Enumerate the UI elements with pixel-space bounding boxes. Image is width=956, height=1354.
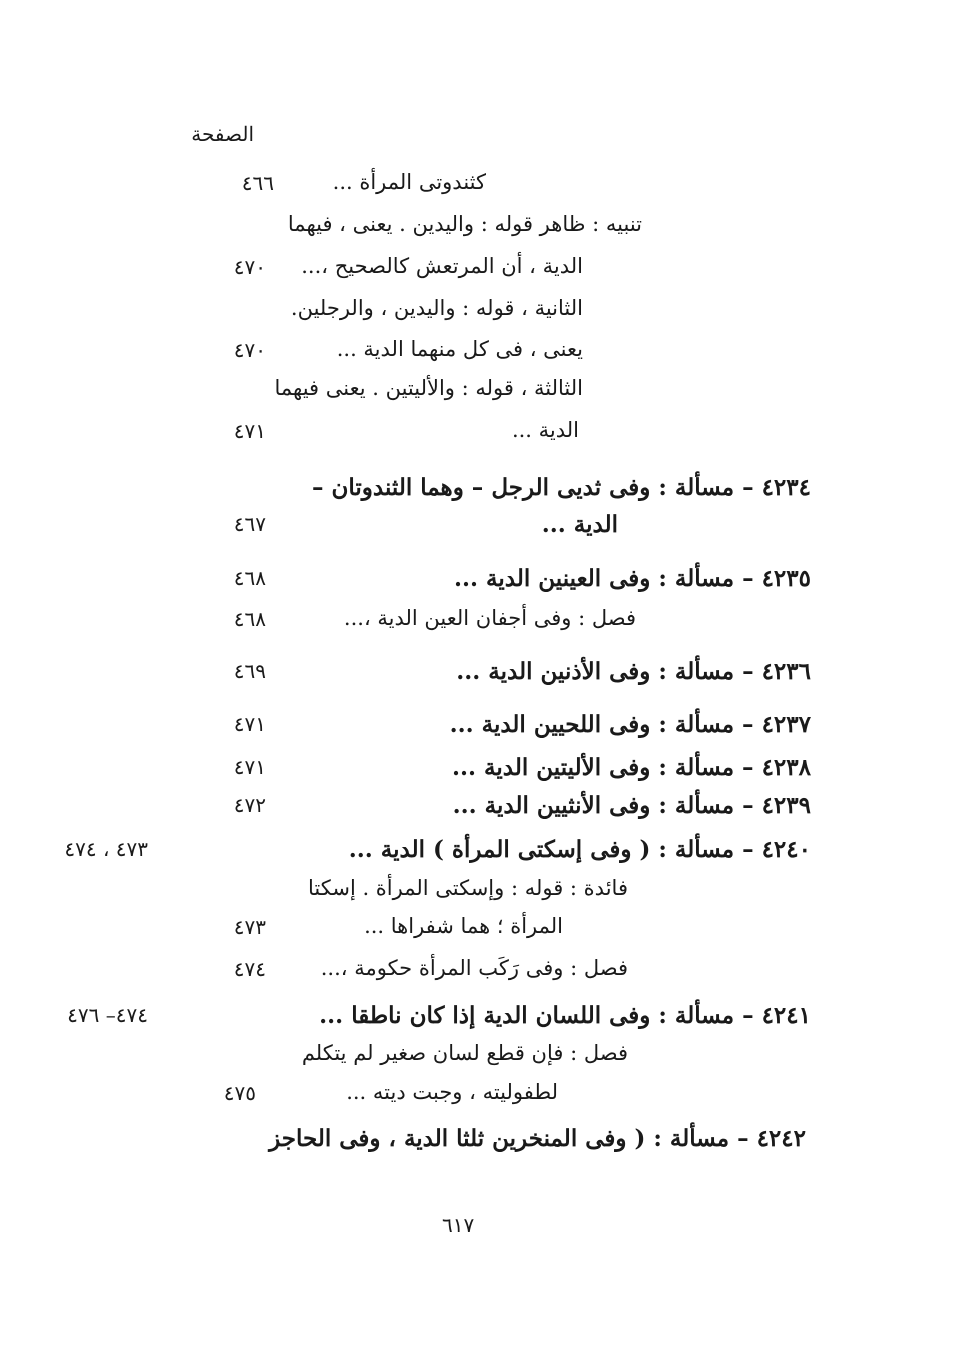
entry-page-number: ٤٦٧ (233, 512, 266, 536)
entry-page-number: ٤٧٤ (233, 957, 266, 981)
entry-text: الدية ... (541, 511, 618, 538)
entry-text: فصل : وفى أجفان العين الدية ،... (343, 606, 636, 630)
entry-text: ٤٢٤١ – مسألة : وفى اللسان الدية إذا كان ناطقا ... (319, 1002, 811, 1029)
entry-text: ٤٢٣٤ – مسألة : وفى ثديى الرجل – وهما الثندوتان – (311, 474, 811, 501)
entry-text: تنبيه : ظاهر قوله : واليدين . يعنى ، فيهما (287, 212, 642, 236)
entry-page-number: ٤٧٣ ، ٤٧٤ (64, 837, 148, 861)
entry-text: ٤٢٣٨ – مسألة : وفى الأليتين الدية ... (452, 754, 811, 781)
entry-text: يعنى ، فى كل منهما الدية ... (336, 337, 583, 361)
entry-page-number: ٤٧٠ (233, 338, 266, 362)
entry-page-number: ٤٧١ (233, 755, 266, 779)
page-number: ٦١٧ (442, 1213, 475, 1237)
entry-text: لطفوليته ، وجبت ديته ... (346, 1080, 558, 1104)
entry-text: ٤٢٤٠ – مسألة : ( وفى إسكتى المرأة ) الدية ... (348, 836, 811, 863)
entry-text: الدية ، أن المرتعش كالصحيح ،... (301, 254, 583, 278)
entry-text: ٤٢٣٦ – مسألة : وفى الأذنين الدية ... (456, 658, 811, 685)
entry-text: فصل : وفى رَكَب المرأة حكومة ،... (320, 956, 628, 980)
entry-text: المرأة ؛ هما شفراها ... (364, 914, 563, 938)
entry-page-number: ٤٧٢ (233, 793, 266, 817)
entry-page-number: ٤٧٣ (233, 915, 266, 939)
entry-text: الثالثة ، قوله : والأليتين . يعنى فيهما (274, 376, 583, 400)
entry-page-number: ٤٧٥ (223, 1081, 256, 1105)
entry-page-number: ٤٦٦ (241, 171, 274, 195)
entry-text: فائدة : قوله : وإسكتى المرأة . إسكتا (308, 876, 628, 900)
entry-text: الثانية ، قوله : واليدين ، والرجلين. (290, 296, 583, 320)
entry-page-number: ٤٧١ (233, 419, 266, 443)
entry-text: فصل : فإن قطع لسان صغير لم يتكلم (301, 1041, 628, 1065)
entry-page-number: ٤٦٨ (233, 566, 266, 590)
entry-page-number: ٤٧٤– ٤٧٦ (67, 1003, 148, 1027)
entry-page-number: ٤٦٩ (233, 659, 266, 683)
entry-text: ٤٢٣٧ – مسألة : وفى اللحيين الدية ... (449, 711, 811, 738)
entry-text: كثندوتى المرأة ... (332, 170, 486, 194)
entry-text: ٤٢٣٩ – مسألة : وفى الأنثيين الدية ... (452, 792, 811, 819)
entry-text: ٤٢٤٢ – مسألة : ( وفى المنخرين ثلثا الدية ، وفى الحاجز (269, 1125, 806, 1152)
page-column-header: الصفحة (191, 122, 254, 146)
entry-text: الدية ... (511, 418, 579, 442)
entry-page-number: ٤٧١ (233, 712, 266, 736)
entry-page-number: ٤٦٨ (233, 607, 266, 631)
entry-text: ٤٢٣٥ – مسألة : وفى العينين الدية ... (454, 565, 811, 592)
entry-page-number: ٤٧٠ (233, 255, 266, 279)
